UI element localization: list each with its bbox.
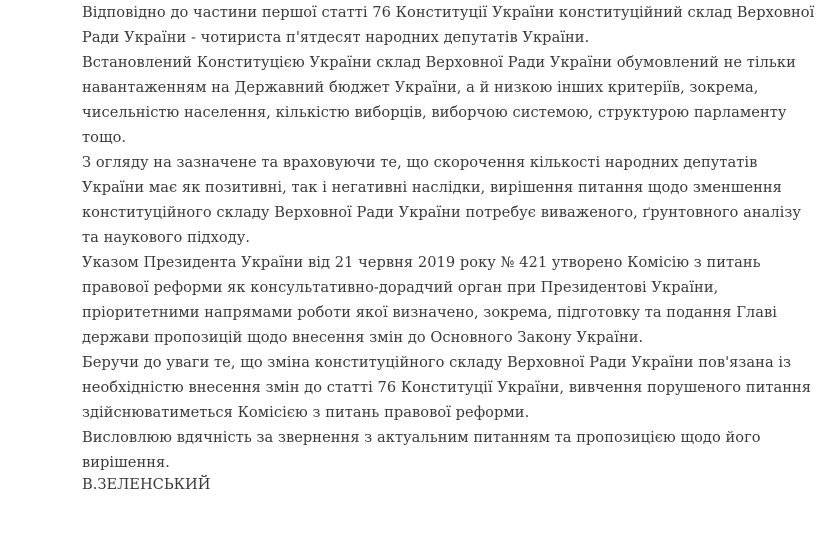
- paragraph-5: Беручи до уваги те, що зміна конституційного складу Верховної Ради України пов'язана із необхідністю внесення змін до статті 76 Конституції України, вивчення порушеного питання здійснюватиметься Комісією з питань правової реформи.: [82, 354, 812, 421]
- paragraph-6: Висловлюю вдячність за звернення з актуальним питанням та пропозицією щодо його вирішення.: [82, 429, 761, 471]
- paragraph-3: З огляду на зазначене та враховуючи те, що скорочення кількості народних депутатів України має як позитивні, так і негативні наслідки, вирішення питання щодо зменшення конституційного складу Верховної Ради України потребує виваженого, ґрунтовного аналізу та наукового підходу.: [82, 154, 802, 246]
- signature: В.ЗЕЛЕНСЬКИЙ: [82, 476, 211, 493]
- paragraph-1: Відповідно до частини першої статті 76 Конституції України конституційний склад Верховної Ради України - чотириста п'ятдесят народних депутатів України.: [82, 4, 815, 46]
- paragraph-2: Встановлений Конституцією України склад Верховної Ради України обумовлений не тільки навантаженням на Державний бюджет України, а й низкою інших критеріїв, зокрема, чисельністю населення, кількістю виборців, виборчою системою, структурою парламенту тощо.: [82, 54, 796, 146]
- document-body: [82, 0, 817, 475]
- paragraph-4: Указом Президента України від 21 червня 2019 року № 421 утворено Комісію з питань правової реформи як консультативно-дорадчий орган при Президентові України, пріоритетними напрямами роботи якої визначено, зокрема, підготовку та подання Главі держави пропозицій щодо внесення змін до Основного Закону України.: [82, 254, 777, 346]
